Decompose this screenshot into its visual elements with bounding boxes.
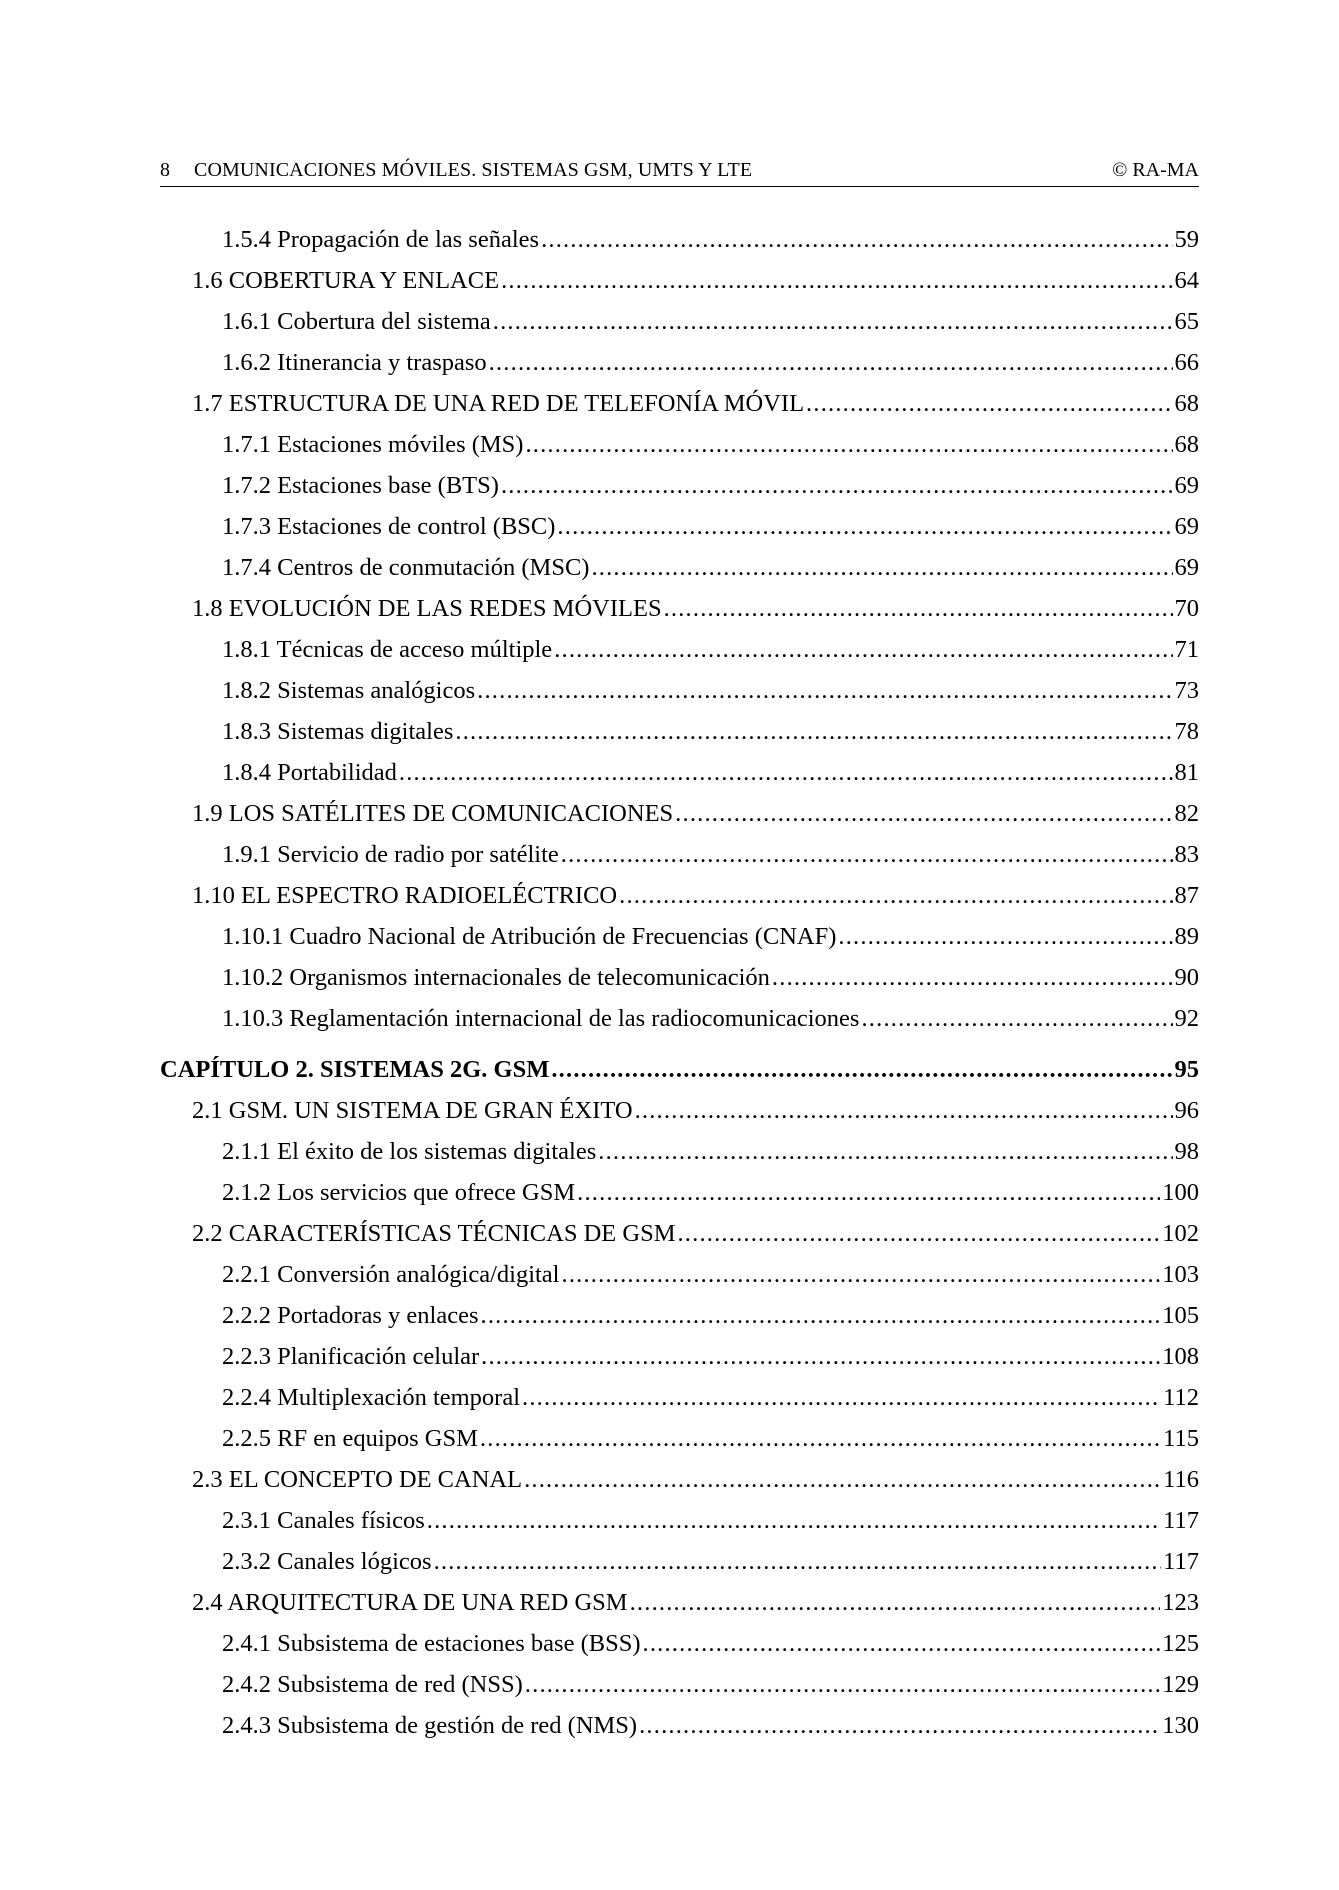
toc-entry-page: 82 [1174, 800, 1199, 827]
toc-entry[interactable] [160, 591, 1199, 632]
toc-entry-title: 1.7.1 Estaciones móviles (MS) [222, 431, 524, 458]
toc-entry-page: 130 [1162, 1712, 1199, 1739]
toc-entry-page: 92 [1174, 1005, 1199, 1032]
book-title: COMUNICACIONES MÓVILES. SISTEMAS GSM, UMTS Y LTE [194, 159, 753, 181]
toc-entry[interactable] [160, 960, 1199, 1001]
toc-entry[interactable] [160, 1380, 1199, 1421]
toc-entry[interactable] [160, 1585, 1199, 1626]
dot-leader [591, 550, 1172, 586]
dot-leader [639, 1708, 1160, 1744]
toc-entry[interactable] [160, 837, 1199, 878]
toc-entry[interactable] [160, 1093, 1199, 1134]
dot-leader [630, 1585, 1161, 1621]
toc-entry-page: 105 [1162, 1302, 1199, 1329]
toc-entry[interactable] [160, 1667, 1199, 1708]
toc-entry-page: 78 [1174, 718, 1199, 745]
toc-entry-page: 108 [1162, 1343, 1199, 1370]
dot-leader [501, 263, 1172, 299]
toc-entry-title: 1.6.1 Cobertura del sistema [222, 308, 491, 335]
dot-leader [554, 632, 1172, 668]
toc-entry-title: 2.3.2 Canales lógicos [222, 1548, 432, 1575]
dot-leader [675, 796, 1172, 832]
toc-entry-title: 1.8.1 Técnicas de acceso múltiple [222, 636, 553, 663]
dot-leader [664, 591, 1173, 627]
toc-entry[interactable] [160, 1626, 1199, 1667]
toc-entry-page: 68 [1174, 431, 1199, 458]
toc-entry[interactable] [160, 1339, 1199, 1380]
dot-leader [434, 1544, 1162, 1580]
toc-entry-title: 1.7 ESTRUCTURA DE UNA RED DE TELEFONÍA MÓVIL [192, 390, 805, 417]
table-of-contents [160, 222, 1199, 1749]
toc-entry-page: 71 [1174, 636, 1199, 663]
dot-leader [772, 960, 1173, 996]
toc-entry[interactable] [160, 1134, 1199, 1175]
dot-leader [677, 1216, 1160, 1252]
toc-entry-page: 70 [1174, 595, 1199, 622]
toc-entry-page: 69 [1174, 554, 1199, 581]
dot-leader [481, 1339, 1160, 1375]
toc-entry-page: 69 [1174, 513, 1199, 540]
dot-leader [619, 878, 1172, 914]
toc-entry-page: 64 [1174, 267, 1199, 294]
toc-entry-title: 2.2.1 Conversión analógica/digital [222, 1261, 560, 1288]
toc-entry-page: 87 [1174, 882, 1199, 909]
dot-leader [861, 1001, 1172, 1037]
toc-entry[interactable] [160, 1503, 1199, 1544]
dot-leader [635, 1093, 1173, 1129]
dot-leader [562, 1257, 1161, 1293]
toc-entry-page: 100 [1162, 1179, 1199, 1206]
dot-leader [481, 1298, 1161, 1334]
toc-entry-title: 1.7.3 Estaciones de control (BSC) [222, 513, 556, 540]
toc-entry[interactable] [160, 550, 1199, 591]
toc-entry-page: 125 [1162, 1630, 1199, 1657]
toc-entry-page: 69 [1174, 472, 1199, 499]
toc-entry-title: 1.8.4 Portabilidad [222, 759, 397, 786]
toc-entry-title: 1.8 EVOLUCIÓN DE LAS REDES MÓVILES [192, 595, 662, 622]
toc-entry-page: 95 [1174, 1056, 1199, 1083]
toc-entry-title: 1.9.1 Servicio de radio por satélite [222, 841, 559, 868]
toc-entry[interactable] [160, 1175, 1199, 1216]
toc-entry-title: 2.2 CARACTERÍSTICAS TÉCNICAS DE GSM [192, 1220, 676, 1247]
toc-entry[interactable] [160, 1298, 1199, 1339]
dot-leader [561, 837, 1173, 873]
toc-entry[interactable] [160, 796, 1199, 837]
toc-entry-title: 2.3 EL CONCEPTO DE CANAL [192, 1466, 523, 1493]
toc-entry-title: 1.8.3 Sistemas digitales [222, 718, 454, 745]
toc-entry-title: 2.4.2 Subsistema de red (NSS) [222, 1671, 523, 1698]
toc-entry-title: CAPÍTULO 2. SISTEMAS 2G. GSM [160, 1056, 550, 1083]
toc-entry-title: 1.10.1 Cuadro Nacional de Atribución de Frecuencias (CNAF) [222, 923, 837, 950]
running-header [160, 158, 1199, 187]
dot-leader [643, 1626, 1161, 1662]
toc-entry[interactable] [160, 673, 1199, 714]
toc-entry-title: 1.8.2 Sistemas analógicos [222, 677, 476, 704]
toc-entry-title: 2.2.2 Portadoras y enlaces [222, 1302, 479, 1329]
dot-leader [480, 1421, 1161, 1457]
toc-entry-title: 2.4.1 Subsistema de estaciones base (BSS) [222, 1630, 641, 1657]
dot-leader [806, 386, 1172, 422]
toc-entry-page: 116 [1163, 1466, 1199, 1493]
publisher-mark: © RA-MA [1112, 159, 1199, 181]
toc-entry-page: 117 [1163, 1548, 1199, 1575]
toc-entry-title: 2.2.3 Planificación celular [222, 1343, 480, 1370]
toc-entry-title: 1.9 LOS SATÉLITES DE COMUNICACIONES [192, 800, 674, 827]
toc-entry-page: 129 [1162, 1671, 1199, 1698]
dot-leader [501, 468, 1173, 504]
dot-leader [551, 1052, 1172, 1088]
toc-entry-page: 81 [1174, 759, 1199, 786]
toc-entry[interactable] [160, 304, 1199, 345]
toc-entry-page: 66 [1174, 349, 1199, 376]
toc-entry-title: 2.3.1 Canales físicos [222, 1507, 425, 1534]
toc-entry[interactable] [160, 386, 1199, 427]
dot-leader [525, 1667, 1160, 1703]
toc-entry-title: 1.6.2 Itinerancia y traspaso [222, 349, 487, 376]
toc-entry[interactable] [160, 1462, 1199, 1503]
toc-entry-title: 2.2.5 RF en equipos GSM [222, 1425, 478, 1452]
toc-entry[interactable] [160, 632, 1199, 673]
toc-entry[interactable] [160, 509, 1199, 550]
toc-entry-page: 83 [1174, 841, 1199, 868]
dot-leader [477, 673, 1172, 709]
dot-leader [455, 714, 1172, 750]
toc-entry-page: 90 [1174, 964, 1199, 991]
toc-entry-page: 68 [1174, 390, 1199, 417]
toc-entry-title: 1.5.4 Propagación de las señales [222, 226, 540, 253]
toc-entry-page: 89 [1174, 923, 1199, 950]
toc-entry-title: 1.6 COBERTURA Y ENLACE [192, 267, 500, 294]
toc-entry-title: 1.7.4 Centros de conmutación (MSC) [222, 554, 590, 581]
toc-entry[interactable] [160, 1708, 1199, 1749]
toc-chapter-entry[interactable] [160, 1052, 1199, 1093]
dot-leader [399, 755, 1173, 791]
dot-leader [577, 1175, 1160, 1211]
toc-entry[interactable] [160, 345, 1199, 386]
dot-leader [525, 427, 1172, 463]
toc-entry[interactable] [160, 1216, 1199, 1257]
dot-leader [489, 345, 1173, 381]
toc-entry[interactable] [160, 714, 1199, 755]
toc-entry[interactable] [160, 1257, 1199, 1298]
dot-leader [541, 222, 1172, 258]
toc-entry[interactable] [160, 1001, 1199, 1042]
toc-entry[interactable] [160, 427, 1199, 468]
page-number: 8 [160, 159, 170, 181]
toc-entry[interactable] [160, 919, 1199, 960]
toc-entry-title: 2.1.2 Los servicios que ofrece GSM [222, 1179, 576, 1206]
toc-entry-title: 2.4.3 Subsistema de gestión de red (NMS) [222, 1712, 638, 1739]
toc-entry-title: 2.1 GSM. UN SISTEMA DE GRAN ÉXITO [192, 1097, 633, 1124]
toc-entry-title: 2.4 ARQUITECTURA DE UNA RED GSM [192, 1589, 628, 1616]
toc-entry-title: 2.2.4 Multiplexación temporal [222, 1384, 521, 1411]
toc-entry-page: 102 [1162, 1220, 1199, 1247]
toc-entry-page: 117 [1163, 1507, 1199, 1534]
toc-entry-page: 96 [1174, 1097, 1199, 1124]
dot-leader [427, 1503, 1161, 1539]
toc-entry[interactable] [160, 1544, 1199, 1585]
toc-entry[interactable] [160, 878, 1199, 919]
dot-leader [522, 1380, 1161, 1416]
toc-entry[interactable] [160, 263, 1199, 304]
dot-leader [598, 1134, 1172, 1170]
toc-entry[interactable] [160, 222, 1199, 263]
toc-entry[interactable] [160, 468, 1199, 509]
toc-entry-page: 59 [1174, 226, 1199, 253]
toc-entry-title: 1.10.3 Reglamentación internacional de las radiocomunicaciones [222, 1005, 860, 1032]
toc-entry-title: 2.1.1 El éxito de los sistemas digitales [222, 1138, 597, 1165]
toc-entry-page: 98 [1174, 1138, 1199, 1165]
dot-leader [838, 919, 1172, 955]
dot-leader [493, 304, 1173, 340]
toc-entry-page: 73 [1174, 677, 1199, 704]
dot-leader [557, 509, 1172, 545]
toc-entry-page: 123 [1162, 1589, 1199, 1616]
dot-leader [524, 1462, 1161, 1498]
toc-entry-page: 112 [1163, 1384, 1199, 1411]
toc-entry-title: 1.7.2 Estaciones base (BTS) [222, 472, 499, 499]
toc-entry-page: 65 [1174, 308, 1199, 335]
toc-entry-title: 1.10.2 Organismos internacionales de telecomunicación [222, 964, 770, 991]
toc-entry[interactable] [160, 755, 1199, 796]
toc-entry-page: 103 [1162, 1261, 1199, 1288]
toc-entry-page: 115 [1163, 1425, 1199, 1452]
toc-entry[interactable] [160, 1421, 1199, 1462]
toc-entry-title: 1.10 EL ESPECTRO RADIOELÉCTRICO [192, 882, 618, 909]
